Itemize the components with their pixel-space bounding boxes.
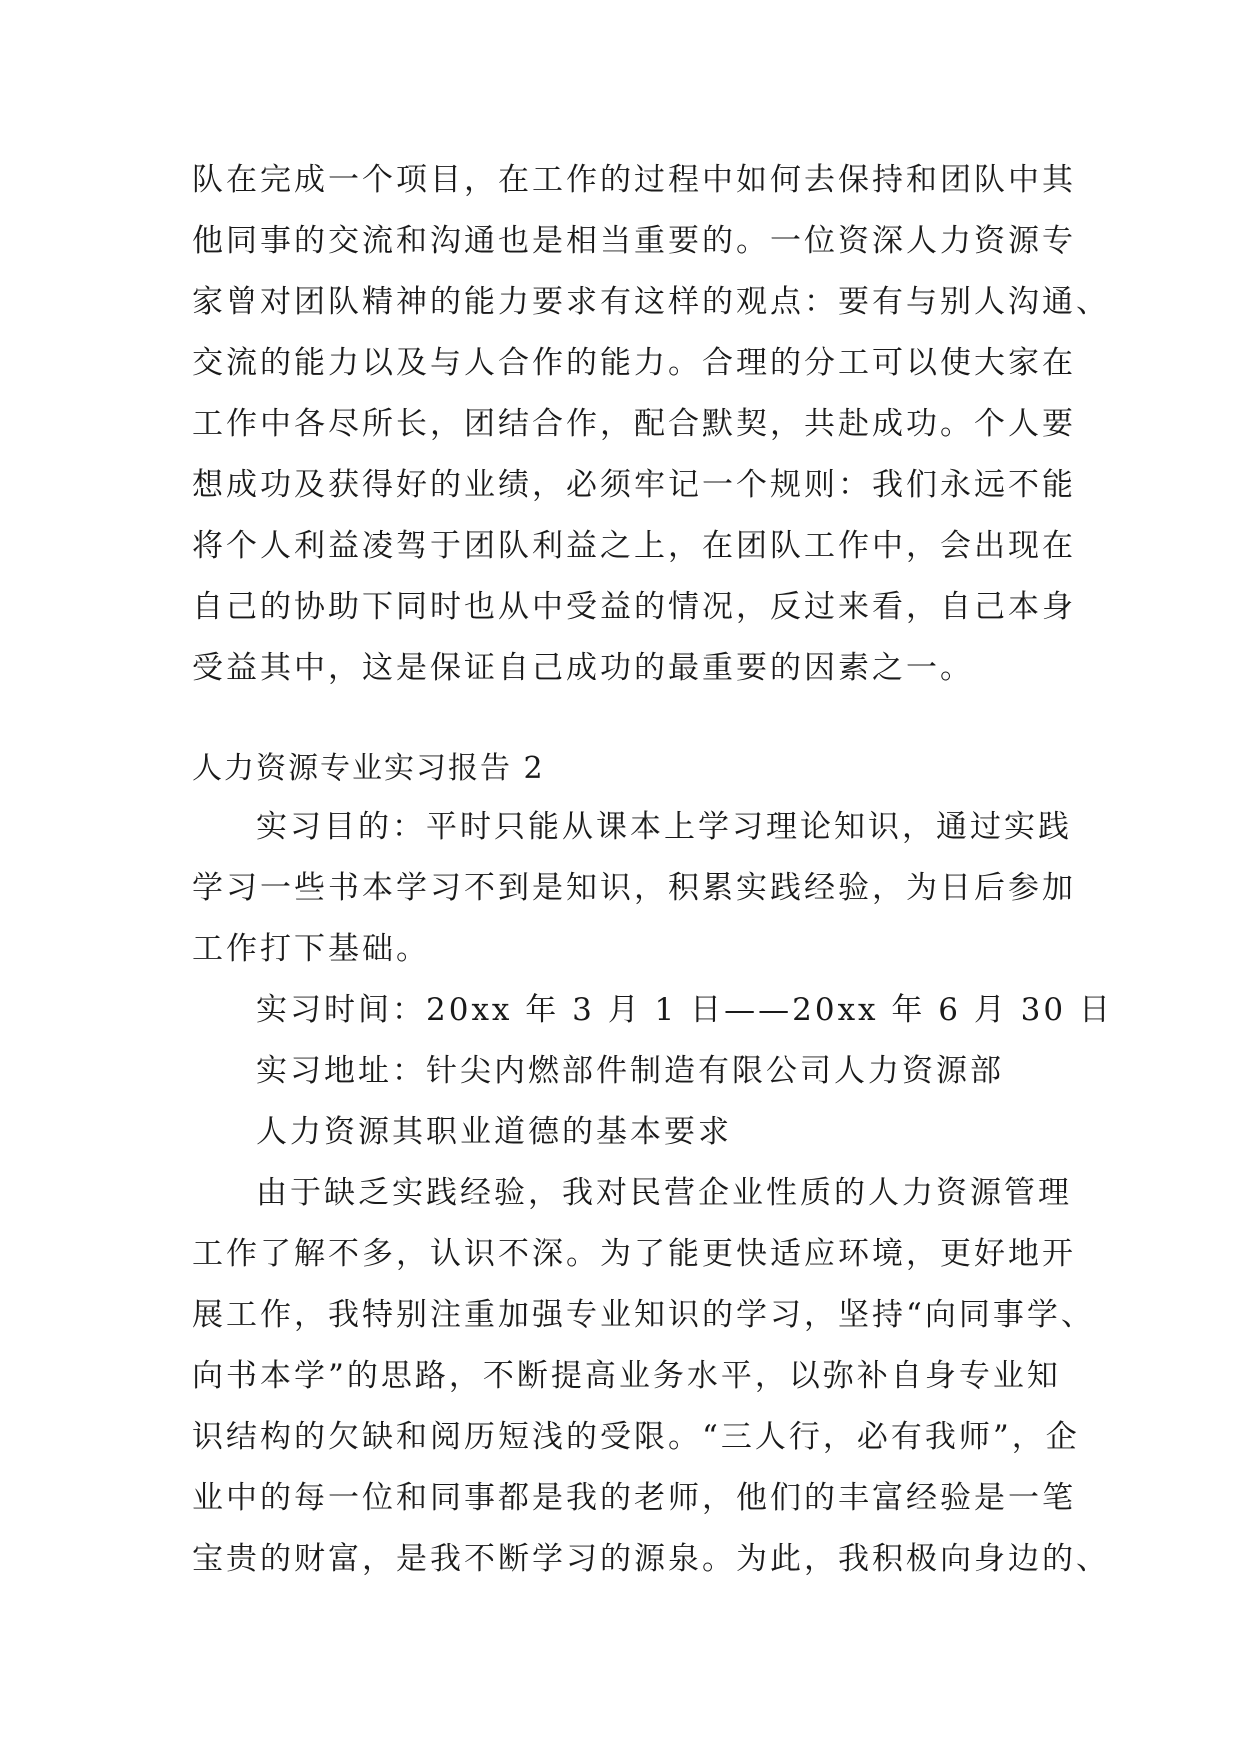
paragraph-line: 工作中各尽所长，团结合作，配合默契，共赴成功。个人要: [192, 406, 1076, 442]
body-line: 展工作，我特别注重加强专业知识的学习，坚持“向同事学、: [192, 1297, 1095, 1333]
body-line: 由于缺乏实践经验，我对民营企业性质的人力资源管理: [256, 1175, 1072, 1211]
purpose-line: 实习目的：平时只能从课本上学习理论知识，通过实践: [256, 809, 1072, 845]
internship-address: 实习地址：针尖内燃部件制造有限公司人力资源部: [256, 1053, 1004, 1089]
paragraph-line: 队在完成一个项目，在工作的过程中如何去保持和团队中其: [192, 162, 1076, 198]
body-line: 业中的每一位和同事都是我的老师，他们的丰富经验是一笔: [192, 1480, 1076, 1516]
purpose-line: 工作打下基础。: [192, 931, 430, 967]
paragraph-line: 自己的协助下同时也从中受益的情况，反过来看，自己本身: [192, 589, 1076, 625]
ethics-heading: 人力资源其职业道德的基本要求: [256, 1114, 732, 1150]
body-line: 识结构的欠缺和阅历短浅的受限。“三人行，必有我师”，企: [192, 1419, 1080, 1455]
body-line: 向书本学”的思路，不断提高业务水平，以弥补自身专业知: [192, 1358, 1061, 1394]
body-line: 工作了解不多，认识不深。为了能更快适应环境，更好地开: [192, 1236, 1076, 1272]
purpose-line: 学习一些书本学习不到是知识，积累实践经验，为日后参加: [192, 870, 1076, 906]
paragraph-line: 交流的能力以及与人合作的能力。合理的分工可以使大家在: [192, 345, 1076, 381]
internship-time: 实习时间：20xx 年 3 月 1 日——20xx 年 6 月 30 日: [256, 992, 1113, 1028]
paragraph-line: 他同事的交流和沟通也是相当重要的。一位资深人力资源专: [192, 223, 1076, 259]
paragraph-line: 受益其中，这是保证自己成功的最重要的因素之一。: [192, 650, 974, 686]
report-body: [192, 797, 1113, 1590]
paragraph-teamwork: [192, 150, 1110, 699]
paragraph-line: 家曾对团队精神的能力要求有这样的观点：要有与别人沟通、: [192, 284, 1110, 320]
paragraph-line: 将个人利益凌驾于团队利益之上，在团队工作中，会出现在: [192, 528, 1076, 564]
section-title: 人力资源专业实习报告 2: [192, 751, 545, 786]
body-line: 宝贵的财富，是我不断学习的源泉。为此，我积极向身边的、: [192, 1541, 1110, 1577]
paragraph-line: 想成功及获得好的业绩，必须牢记一个规则：我们永远不能: [192, 467, 1076, 503]
